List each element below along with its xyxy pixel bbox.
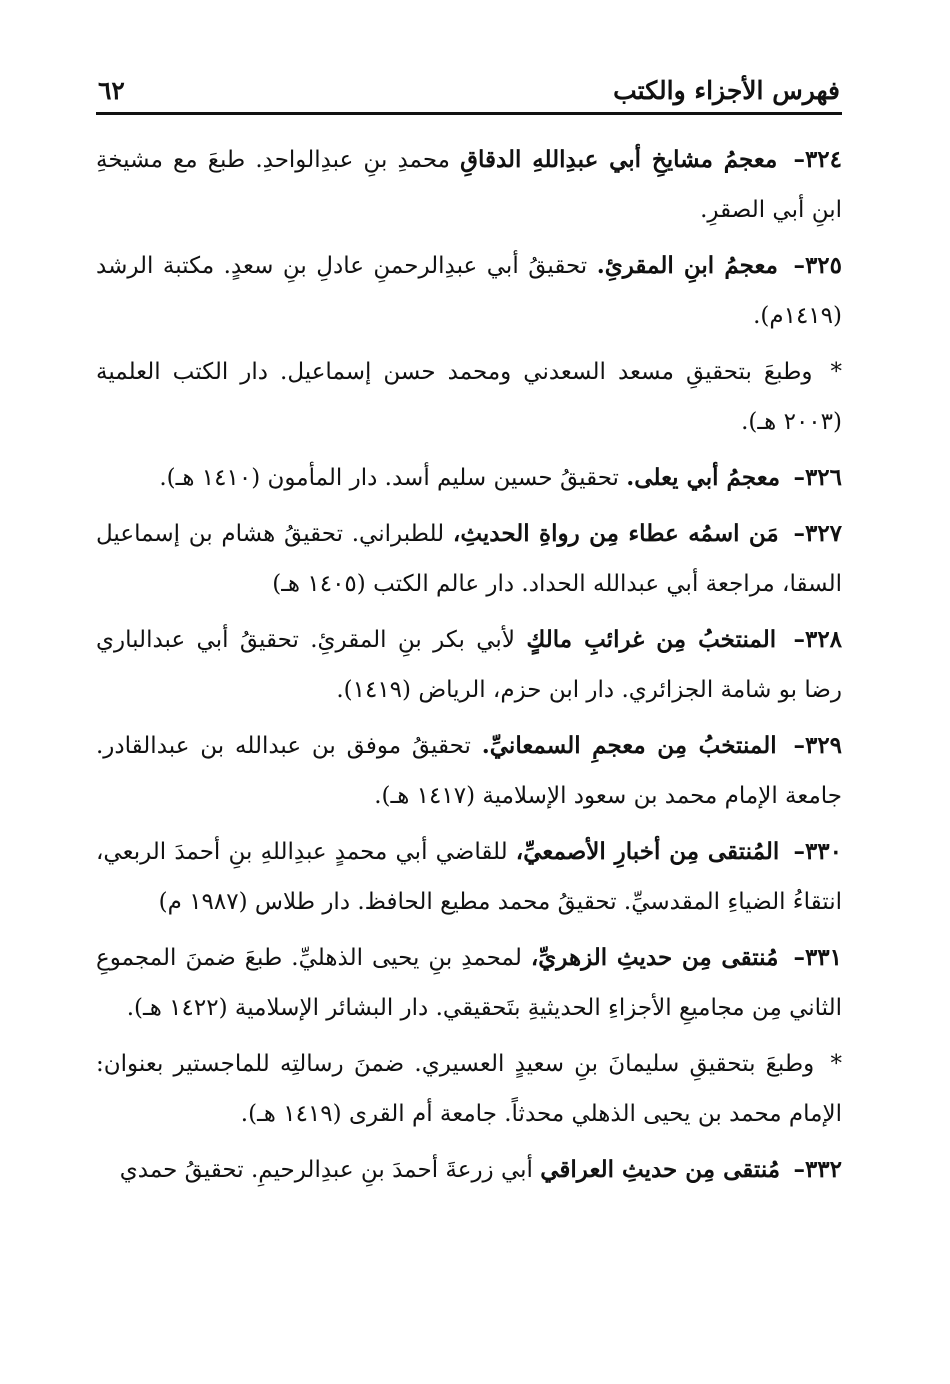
entry-324	[96, 135, 842, 235]
entry-329	[96, 721, 842, 821]
entry-325	[96, 241, 842, 341]
page-title: فهرس الأجزاء والكتب	[613, 76, 840, 105]
entry-330	[96, 827, 842, 927]
entry-number: ٣٢٤–	[793, 146, 842, 173]
entry-text: أبي زرعةَ أحمدَ بنِ عبدِالرحيمِ. تحقيقُ حمدي	[119, 1157, 533, 1183]
entry-text: وطبعَ بتحقيقِ سليمانَ بنِ سعيدٍ العسيري. ضمنَ رسالتِه للماجستير بعنوان: الإمام محمد بن يحيى الذهلي محدثاً. جامعة أم القرى (١٤١٩ هـ).	[96, 1051, 842, 1127]
entry-number: ٣٢٨–	[793, 626, 843, 653]
entry-title: المنتخبُ مِن معجمِ السمعانيِّ.	[481, 732, 777, 759]
entry-number: ٣٣٢–	[793, 1156, 842, 1183]
entry-title: مُنتقى مِن حديثِ الزهريِّ،	[530, 944, 779, 971]
document-page	[96, 72, 842, 1201]
entry-331-note	[96, 1039, 842, 1139]
entry-text: وطبعَ بتحقيقِ مسعد السعدني ومحمد حسن إسماعيل. دار الكتب العلمية (٢٠٠٣ هـ).	[96, 359, 842, 435]
entry-text: تحقيقُ حسين سليم أسد. دار المأمون (١٤١٠ هـ).	[159, 465, 619, 491]
entry-title: معجمُ مشايخِ أبي عبدِاللهِ الدقاقِ	[460, 146, 778, 173]
entry-text: محمدِ بنِ عبدِالواحدِ. طبعَ مع مشيخةِ ابنِ أبي الصقرِ.	[96, 147, 842, 223]
entry-text: للقاضي أبي محمدٍ عبدِاللهِ بنِ أحمدَ الربعي، انتقاءُ الضياءِ المقدسيِّ. تحقيقُ محمد مطيع الحافظ. دار طلاس (١٩٨٧ م)	[96, 839, 842, 915]
entry-number: ٣٢٩–	[793, 732, 843, 759]
asterisk-icon: *	[830, 359, 843, 385]
entry-title: معجمُ أبي يعلى.	[626, 464, 781, 491]
entry-title: مُنتقى مِن حديثِ العراقي	[540, 1156, 781, 1183]
entry-327	[96, 509, 842, 609]
entry-title: المنتخبُ مِن غرائبِ مالكٍ	[526, 626, 777, 653]
page-header	[96, 72, 842, 115]
entry-text: تحقيقُ أبي عبدِالرحمنِ عادلِ بنِ سعدٍ. مكتبة الرشد (١٤١٩م).	[96, 253, 842, 329]
entry-text: تحقيقُ موفق بن عبدالله بن عبدالقادر. جامعة الإمام محمد بن سعود الإسلامية (١٤١٧ هـ).	[96, 733, 842, 809]
entry-328	[96, 615, 842, 715]
page-number: ٦٢	[98, 76, 125, 105]
entry-325-note	[96, 347, 842, 447]
entry-number: ٣٢٦–	[793, 464, 842, 491]
entry-list	[96, 135, 842, 1195]
entry-number: ٣٣١–	[793, 944, 842, 971]
entry-331	[96, 933, 842, 1033]
entry-332	[96, 1145, 842, 1195]
entry-title: المُنتقى مِن أخبارِ الأصمعيِّ،	[515, 838, 780, 865]
entry-title: معجمُ ابنِ المقرئِ.	[596, 252, 778, 279]
entry-number: ٣٣٠–	[793, 838, 842, 865]
entry-number: ٣٢٥–	[793, 252, 842, 279]
entry-text: لأبي بكر بنِ المقرئِ. تحقيقُ أبي عبدالباري رضا بو شامة الجزائري. دار ابن حزم، الرياض (١٤١٩).	[96, 627, 842, 703]
entry-text: لمحمدِ بنِ يحيى الذهليِّ. طبعَ ضمنَ المجموعِ الثاني مِن مجاميعِ الأجزاءِ الحديثيةِ بتَحقيقي. دار البشائر الإسلامية (١٤٢٢ هـ).	[96, 945, 842, 1021]
entry-text: للطبراني. تحقيقُ هشام بن إسماعيل السقا، مراجعة أبي عبدالله الحداد. دار عالم الكتب (١٤٠٥ هـ)	[96, 521, 842, 597]
entry-326	[96, 453, 842, 503]
entry-number: ٣٢٧–	[793, 520, 843, 547]
entry-title: مَن اسمُه عطاء مِن رواةِ الحديثِ،	[452, 520, 779, 547]
asterisk-icon: *	[830, 1051, 842, 1077]
